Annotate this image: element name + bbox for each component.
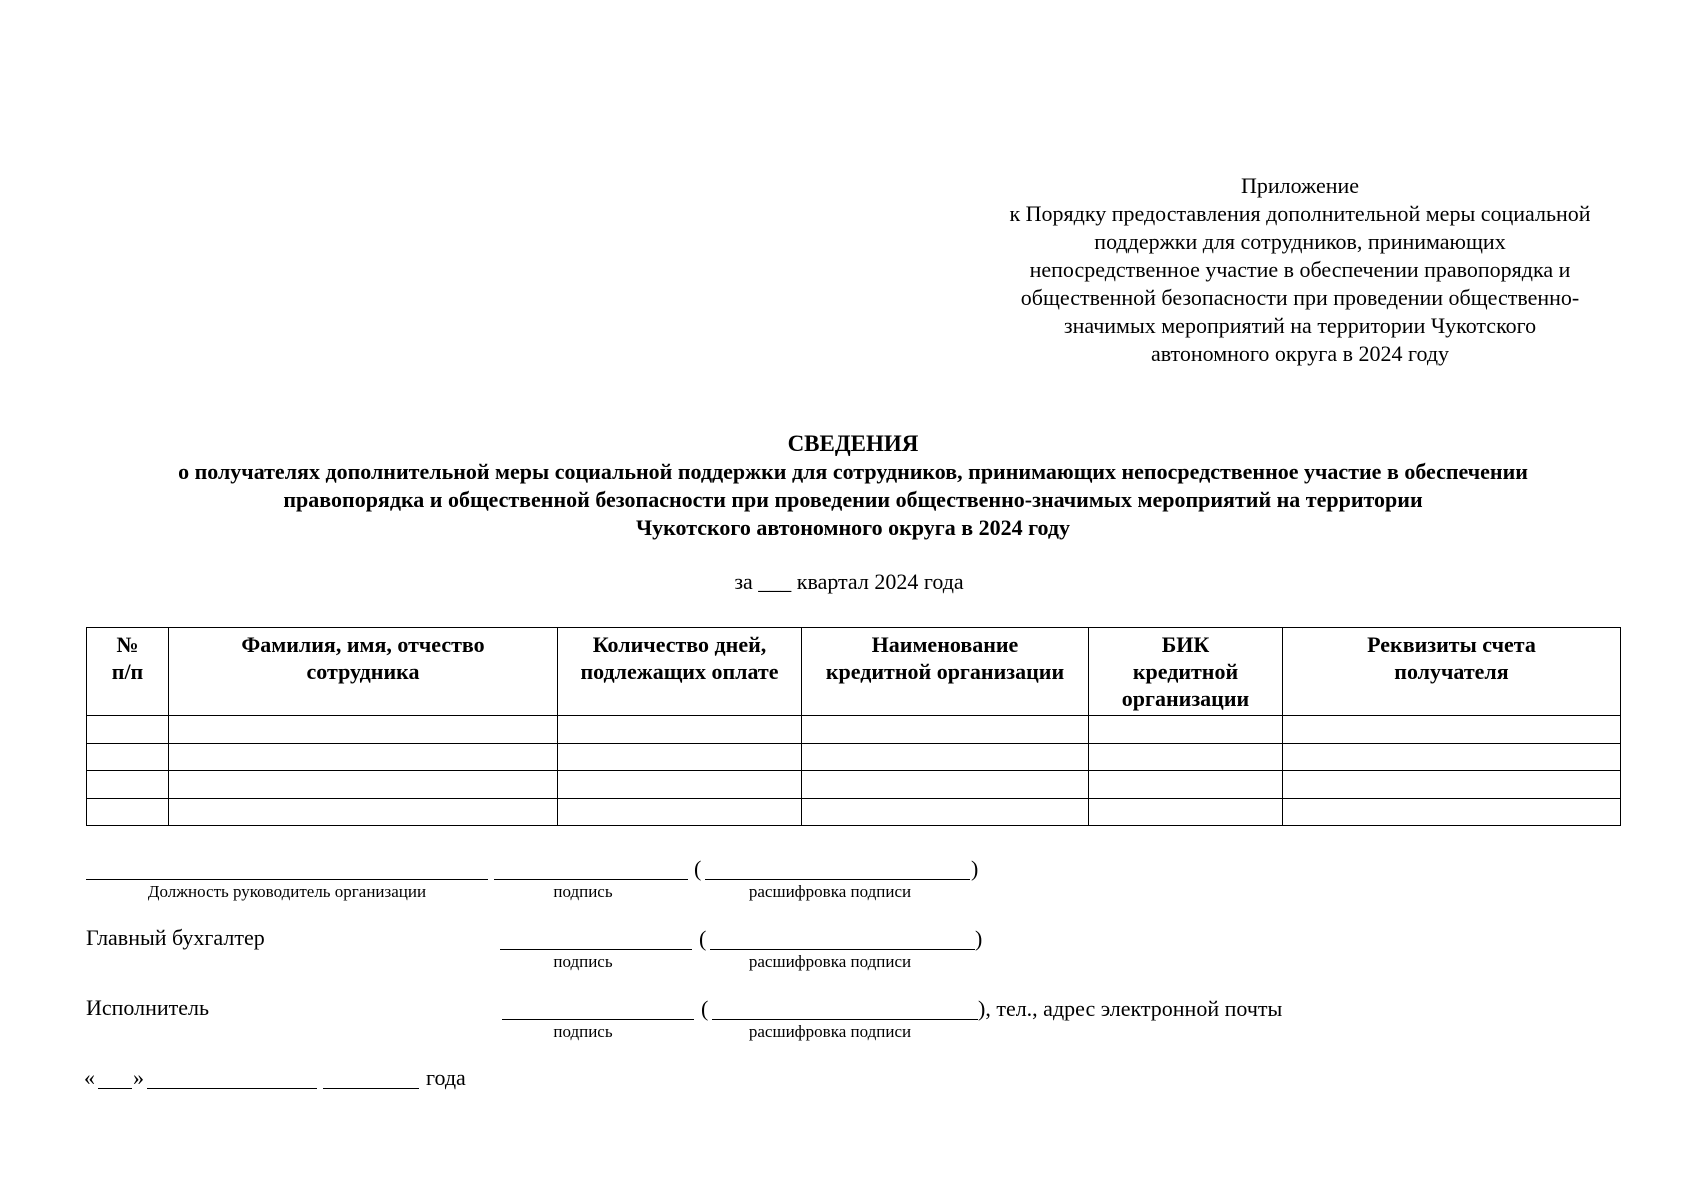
table-cell[interactable] [558, 743, 802, 771]
table-cell[interactable] [1089, 743, 1283, 771]
date-day-line[interactable] [98, 1088, 132, 1089]
table-cell[interactable] [169, 716, 558, 744]
chief-accountant-signature-line[interactable] [500, 949, 692, 950]
table-row [87, 771, 1621, 799]
chief-accountant-close-paren: ) [975, 926, 983, 951]
table-cell[interactable] [1283, 716, 1621, 744]
table-cell[interactable] [802, 743, 1089, 771]
manager-decoding-line[interactable] [705, 879, 970, 880]
table-header-row [87, 628, 1621, 716]
table-cell[interactable] [1089, 771, 1283, 799]
manager-decoding-caption: расшифровка подписи [748, 882, 912, 901]
manager-position-caption: Должность руководитель организации [147, 882, 427, 901]
table-cell[interactable] [1089, 798, 1283, 826]
appendix-line: Приложение [1240, 173, 1360, 198]
table-cell[interactable] [1283, 798, 1621, 826]
executor-signature-line[interactable] [502, 1019, 694, 1020]
table-cell[interactable] [87, 743, 169, 771]
table-row [87, 798, 1621, 826]
column-header-full-name: Фамилия, имя, отчество сотрудника [169, 628, 558, 716]
executor-close-paren-suffix: ), тел., адрес электронной почты [978, 996, 1283, 1021]
chief-accountant-decoding-line[interactable] [710, 949, 975, 950]
date-close-quote: » [133, 1065, 144, 1090]
table-cell[interactable] [558, 771, 802, 799]
table-cell[interactable] [87, 771, 169, 799]
appendix-line: общественной безопасности при проведении общественно- [1020, 285, 1580, 310]
table-cell[interactable] [87, 798, 169, 826]
appendix-line: автономного округа в 2024 году [1150, 341, 1450, 366]
manager-signature-line[interactable] [494, 879, 688, 880]
appendix-line: значимых мероприятий на территории Чукотского [1063, 313, 1537, 338]
table-cell[interactable] [802, 798, 1089, 826]
table-cell[interactable] [87, 716, 169, 744]
executor-signature-caption: подпись [553, 1022, 613, 1041]
appendix-line: поддержки для сотрудников, принимающих [1094, 229, 1506, 254]
document-title: СВЕДЕНИЯ [787, 431, 919, 456]
date-year-word: года [426, 1065, 466, 1090]
column-header-account-details: Реквизиты счета получателя [1283, 628, 1621, 716]
table-row [87, 743, 1621, 771]
date-open-quote: « [84, 1065, 95, 1090]
heading-line: о получателях дополнительной меры социальной поддержки для сотрудников, принимающих непосредственное участие в обеспечении [178, 459, 1528, 484]
manager-open-paren: ( [694, 856, 702, 881]
table-cell[interactable] [169, 798, 558, 826]
executor-label: Исполнитель [86, 995, 210, 1020]
executor-open-paren: ( [701, 996, 709, 1021]
table-cell[interactable] [1283, 743, 1621, 771]
appendix-line: непосредственное участие в обеспечении правопорядка и [1029, 257, 1571, 282]
table-cell[interactable] [169, 771, 558, 799]
chief-accountant-label: Главный бухгалтер [86, 925, 265, 950]
table-cell[interactable] [558, 798, 802, 826]
table-cell[interactable] [802, 771, 1089, 799]
column-header-days: Количество дней, подлежащих оплате [558, 628, 802, 716]
date-year-line[interactable] [323, 1088, 419, 1089]
appendix-line: к Порядку предоставления дополнительной меры социальной [1009, 201, 1591, 226]
executor-decoding-line[interactable] [712, 1019, 978, 1020]
chief-accountant-open-paren: ( [699, 926, 707, 951]
executor-decoding-caption: расшифровка подписи [748, 1022, 912, 1041]
manager-position-line[interactable] [86, 879, 488, 880]
table-cell[interactable] [802, 716, 1089, 744]
heading-line: Чукотского автономного округа в 2024 году [635, 515, 1071, 540]
chief-accountant-decoding-caption: расшифровка подписи [748, 952, 912, 971]
chief-accountant-signature-caption: подпись [553, 952, 613, 971]
column-header-bank-name: Наименование кредитной организации [802, 628, 1089, 716]
document-heading [86, 430, 1620, 542]
recipients-table [86, 627, 1621, 826]
column-header-bik: БИК кредитной организации [1089, 628, 1283, 716]
table-cell[interactable] [558, 716, 802, 744]
table-cell[interactable] [169, 743, 558, 771]
reporting-period: за ___ квартал 2024 года [734, 569, 964, 594]
appendix-note [960, 172, 1640, 368]
manager-close-paren: ) [971, 856, 979, 881]
table-row [87, 716, 1621, 744]
manager-signature-caption: подпись [553, 882, 613, 901]
table-cell[interactable] [1089, 716, 1283, 744]
heading-line: правопорядка и общественной безопасности при проведении общественно-значимых мероприятий на территории [283, 487, 1423, 512]
column-header-number: № п/п [87, 628, 169, 716]
date-month-line[interactable] [147, 1088, 317, 1089]
table-cell[interactable] [1283, 771, 1621, 799]
